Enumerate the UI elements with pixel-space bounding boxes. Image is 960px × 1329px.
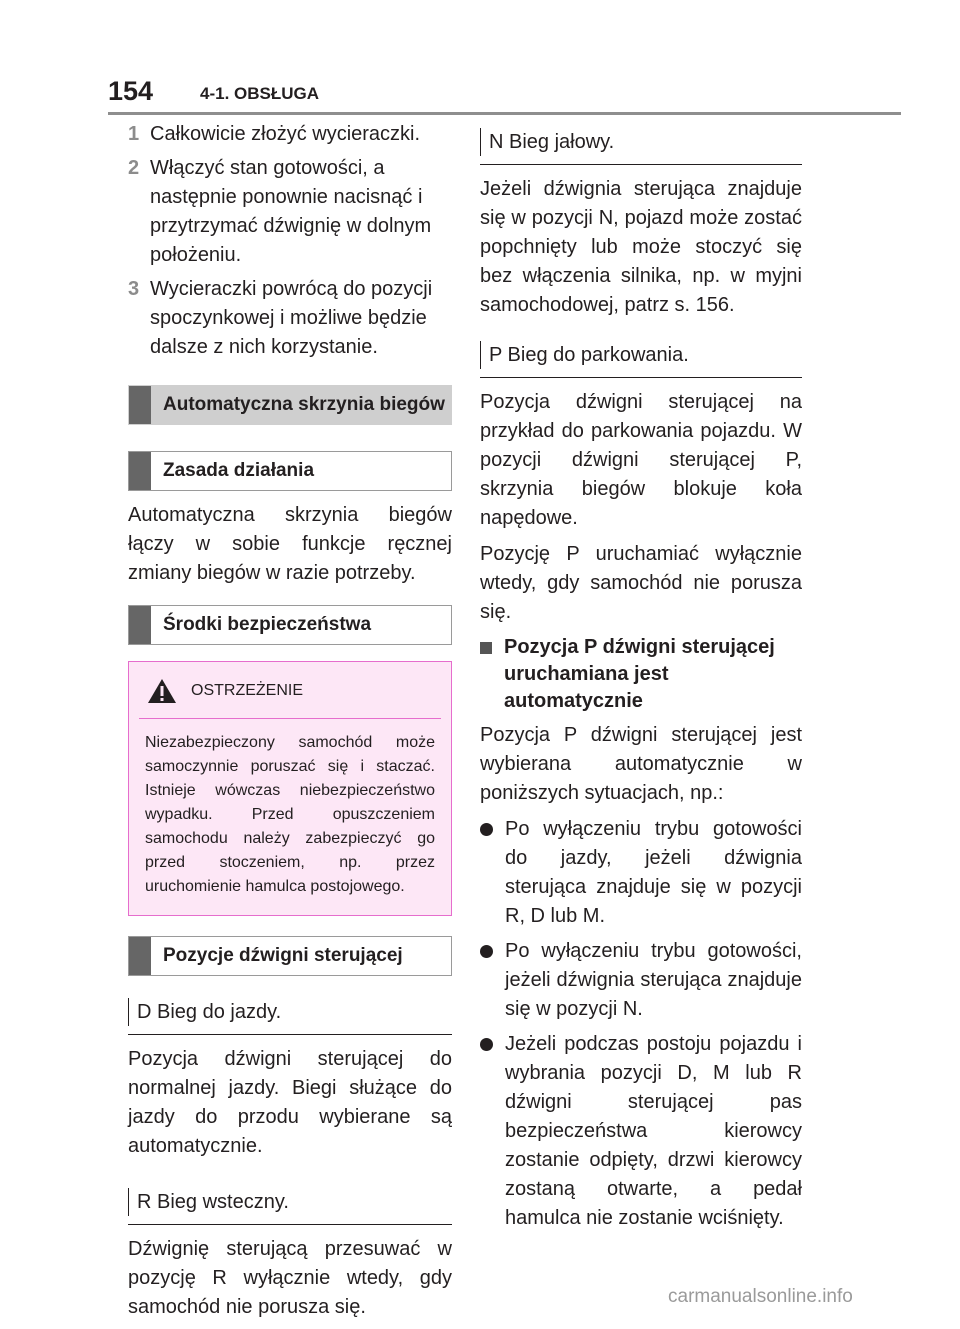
warning-triangle-icon: [147, 678, 177, 704]
warning-title: OSTRZEŻENIE: [191, 682, 304, 699]
page-header: [0, 0, 960, 120]
position-label-p: [480, 333, 802, 378]
right-column: [480, 120, 802, 1239]
step-number: 2: [128, 157, 140, 179]
section-title: Automatyczna skrzynia biegów: [163, 394, 445, 415]
step-3: [128, 275, 452, 362]
heading-tab: [129, 937, 151, 975]
subsection-title: Pozycje dźwigni sterującej: [163, 945, 403, 966]
list-item-text: Po wyłączeniu trybu gotowości, jeżeli dźwignia sterująca znajduje się w pozycji N.: [505, 940, 802, 1020]
step-2: [128, 154, 452, 270]
warning-header: [129, 662, 451, 706]
bullet-dot-icon: [480, 945, 493, 958]
list-item-text: Jeżeli podczas postoju pojazdu i wybrania pozycji D, M lub R dźwigni sterującej pas bezpieczeństwa kierowcy zostanie odpięty, drzwi kierowcy zostaną otwarte, a pedał hamulca nie zostanie wciśnięty.: [505, 1033, 802, 1229]
step-text: Włączyć stan gotowości, a następnie ponownie nacisnąć i przytrzymać dźwignię w dolnym położeniu.: [150, 157, 432, 266]
heading-tab: [129, 606, 151, 644]
left-column: [128, 120, 452, 1329]
paragraph-p1: Pozycja dźwigni sterującej na przykład do parkowania pojazdu. W pozycji dźwigni sterującej P, skrzynia biegów blokuje koła napędowe.: [480, 391, 802, 529]
bullet-dot-icon: [480, 823, 493, 836]
step-text: Całkowicie złożyć wycieraczki.: [150, 123, 421, 145]
step-text: Wycieraczki powrócą do pozycji spoczynkowej i możliwe będzie dalsze z nich korzystanie.: [150, 278, 433, 358]
position-label-text: N Bieg jałowy.: [489, 130, 615, 153]
paragraph-r: Dźwignię sterującą przesuwać w pozycję R wyłącznie wtedy, gdy samochód nie porusza się.: [128, 1238, 452, 1318]
subsection-title: Środki bezpieczeństwa: [163, 614, 372, 635]
list-item: [480, 937, 802, 1024]
paragraph-p2: Pozycję P uruchamiać wyłącznie wtedy, gdy samochód nie porusza się.: [480, 543, 802, 623]
label-marker: [128, 1188, 129, 1216]
heading-tab: [129, 386, 151, 424]
step-number: 1: [128, 123, 140, 145]
position-label-n: [480, 120, 802, 165]
chapter-title: 4-1. OBSŁUGA: [200, 84, 320, 103]
paragraph-auto: Pozycja P dźwigni sterującej jest wybierana automatycznie w poniższych sytuacjach, np.:: [480, 724, 802, 804]
subsection-heading-zasada: [128, 451, 452, 491]
label-marker: [128, 998, 129, 1026]
list-item: [480, 815, 802, 931]
paragraph-n: Jeżeli dźwignia sterująca znajduje się w pozycji N, pojazd może zostać popchnięty lub może stoczyć się bez włączenia silnika, np. w myjni samochodowej, patrz s. 156.: [480, 178, 802, 316]
position-label-r: [128, 1180, 452, 1225]
subheading-auto-p: [480, 634, 802, 715]
label-marker: [480, 128, 481, 156]
list-item: [480, 1030, 802, 1233]
position-label-text: D Bieg do jazdy.: [137, 1000, 282, 1023]
page-number: 154: [108, 76, 154, 106]
bullet-dot-icon: [480, 1038, 493, 1051]
position-label-text: R Bieg wsteczny.: [137, 1190, 289, 1213]
header-divider: [108, 112, 901, 115]
warning-text: Niezabezpieczony samochód może samoczynnie poruszać się i staczać. Istnieje wówczas niebezpieczeństwo wypadku. Przed opuszczeniem samochodu należy zabezpieczyć go przed stoczeniem, np. przez uruchomienie hamulca postojowego.: [145, 734, 435, 895]
step-number: 3: [128, 278, 140, 300]
position-label-d: [128, 990, 452, 1035]
watermark: carmanualsonline.info: [668, 1286, 853, 1307]
subsection-title: Zasada działania: [163, 460, 315, 481]
step-1: [128, 120, 452, 149]
subsection-heading-pozycje: [128, 936, 452, 976]
position-label-text: P Bieg do parkowania.: [489, 343, 689, 366]
paragraph-d: Pozycja dźwigni sterującej do normalnej jazdy. Biegi służące do jazdy do przodu wybierane są automatycznie.: [128, 1048, 452, 1157]
warning-box: [128, 661, 452, 916]
heading-tab: [129, 452, 151, 490]
paragraph-zasada: Automatyczna skrzynia biegów łączy w sobie funkcje ręcznej zmiany biegów w razie potrzeby.: [128, 504, 452, 584]
subsection-heading-srodki: [128, 605, 452, 645]
section-heading: [128, 385, 452, 425]
square-bullet-icon: [480, 642, 492, 654]
subheading-text: Pozycja P dźwigni sterującej uruchamiana jest automatycznie: [504, 636, 775, 712]
label-marker: [480, 341, 481, 369]
list-item-text: Po wyłączeniu trybu gotowości do jazdy, jeżeli dźwignia sterująca znajduje się w pozycji R, D lub M.: [505, 818, 802, 927]
